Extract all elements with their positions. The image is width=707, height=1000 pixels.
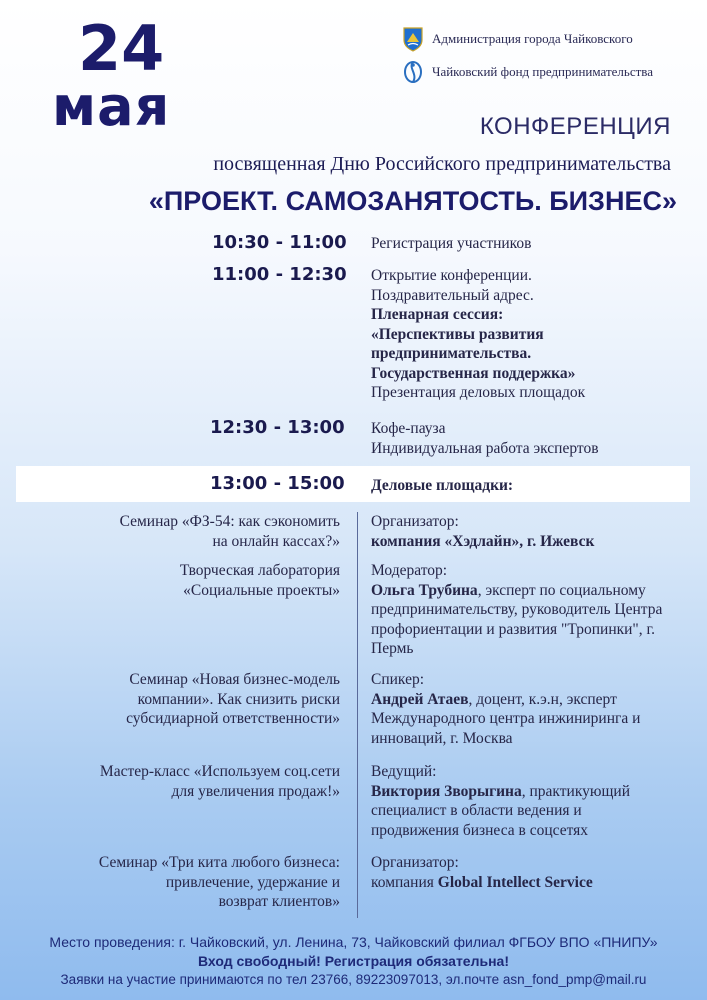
session-person: компания «Хэдлайн», г. Ижевск: [371, 532, 595, 550]
date-day: 24: [78, 12, 165, 85]
schedule-line: Открытие конференции.: [371, 267, 532, 284]
schedule-description: [371, 266, 585, 403]
schedule-line: Поздравительный адрес.: [371, 286, 534, 304]
session-role: Ведущий:: [371, 763, 437, 780]
session-person: Виктория Зворыгина: [371, 782, 522, 800]
column-divider: [357, 512, 358, 918]
session-person: Ольга Трубина: [371, 581, 478, 599]
schedule-line: «Перспективы развития: [371, 325, 544, 343]
session-person: Андрей Атаев: [371, 690, 469, 708]
schedule-time: 12:30 - 13:00: [210, 417, 345, 438]
session-role: Организатор:: [371, 513, 459, 530]
conference-subtitle: посвященная Дню Российского предпринимательства: [213, 153, 671, 175]
schedule-line: Государственная поддержка»: [371, 364, 576, 382]
session-host: [371, 670, 677, 748]
schedule-time: 13:00 - 15:00: [210, 473, 345, 494]
session-role: Модератор:: [371, 562, 448, 579]
session-host: [371, 561, 679, 659]
session-title: Творческая лаборатория «Социальные проекты»: [179, 562, 340, 599]
schedule-line: Кофе-пауза: [371, 420, 446, 437]
fund-logo-icon: [402, 60, 424, 84]
date-month: мая: [52, 75, 171, 138]
schedule-line: Регистрация участников: [371, 235, 532, 252]
footer-venue: Место проведения: г. Чайковский, ул. Ленина, 73, Чайковский филиал ФГБОУ ВПО «ПНИПУ»: [49, 934, 658, 950]
session-role: Организатор:: [371, 854, 459, 871]
session-title: Семинар «ФЗ-54: как сэкономить на онлайн кассах?»: [119, 513, 340, 550]
schedule-line: Презентация деловых площадок: [371, 384, 586, 401]
schedule-line: Индивидуальная работа экспертов: [371, 439, 599, 457]
schedule-time: 11:00 - 12:30: [212, 264, 347, 285]
schedule-line: Пленарная сессия:: [371, 306, 504, 323]
session-role: Спикер:: [371, 671, 425, 688]
session-details: , эксперт по социальному предпринимательству, руководитель Центра профориентации и развития "Тропинки", г. Пермь: [371, 581, 663, 657]
session-title: Семинар «Новая бизнес-модель компании». Как снизить риски субсидиарной ответственности»: [126, 671, 340, 727]
organizer-administration-name: Администрация города Чайковского: [432, 31, 633, 46]
session-host: [371, 512, 691, 551]
business-platforms-band: [16, 466, 690, 502]
schedule-description: Деловые площадки:: [371, 477, 514, 494]
session-title: Семинар «Три кита любого бизнеса: привлечение, удержание и возврат клиентов»: [98, 854, 340, 910]
schedule-description: [371, 234, 532, 254]
conference-name: «ПРОЕКТ. САМОЗАНЯТОСТЬ. БИЗНЕС»: [148, 186, 677, 216]
schedule-description: [371, 419, 599, 458]
organizer-fund: [402, 60, 653, 84]
session-person: Global Intellect Service: [437, 873, 593, 891]
city-coat-of-arms-icon: [402, 26, 424, 52]
schedule-time: 10:30 - 11:00: [212, 232, 347, 253]
session-host: [371, 762, 671, 840]
session-details: , практикующий специалист в области ведения и продвижения бизнеса в соцсетях: [371, 782, 630, 839]
session-person-prefix: компания: [371, 873, 438, 891]
session-details: , доцент, к.э.н, эксперт Международного центра инжиниринга и инноваций, г. Москва: [371, 690, 641, 747]
footer-contacts: Заявки на участие принимаются по тел 23766, 89223097013, эл.почте asn_fond_pmp@mail.ru: [60, 972, 647, 987]
session-title: Мастер-класс «Используем соц.сети для увеличения продаж!»: [99, 763, 340, 800]
schedule-line: предпринимательства.: [371, 345, 532, 362]
footer-entry: Вход свободный! Регистрация обязательна!: [198, 953, 509, 969]
organizer-administration: [402, 26, 633, 52]
session-host: [371, 853, 691, 892]
organizer-fund-name: Чайковский фонд предпринимательства: [432, 64, 654, 79]
conference-label: КОНФЕРЕНЦИЯ: [479, 113, 671, 140]
